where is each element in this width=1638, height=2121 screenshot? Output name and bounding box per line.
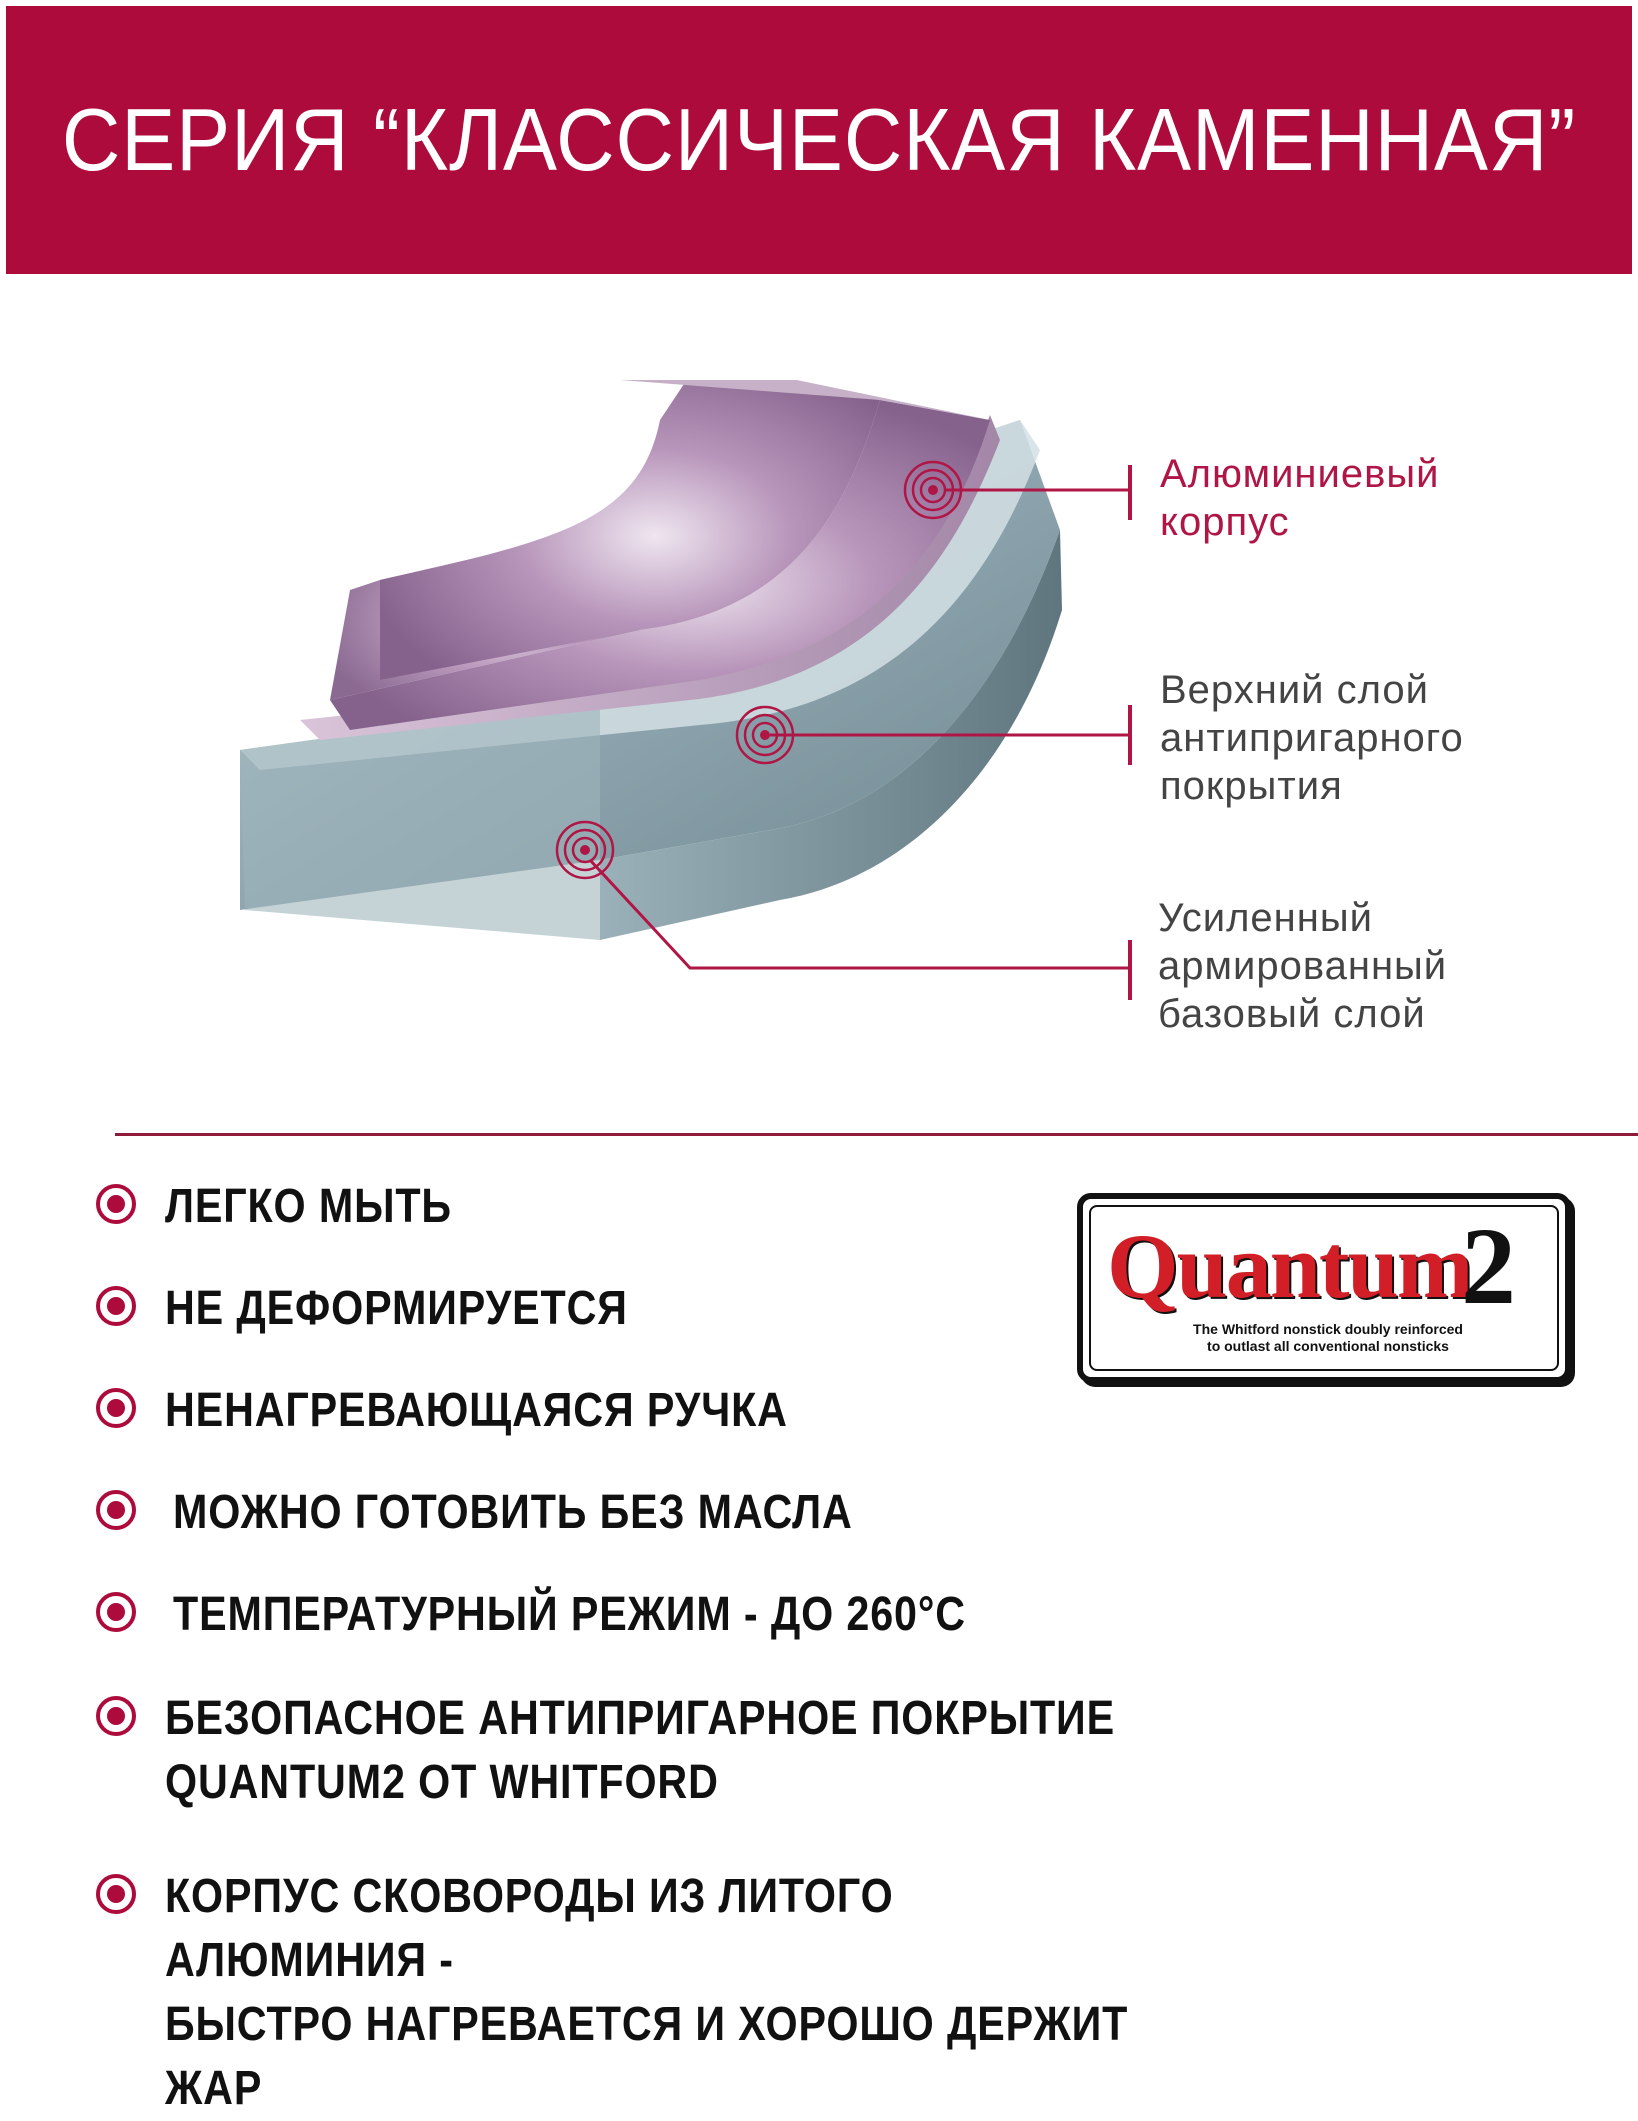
section-divider	[115, 1133, 1638, 1136]
target-icon	[95, 1285, 137, 1327]
ripple-marker-icon	[557, 822, 613, 878]
logo-word: Quantum	[1107, 1215, 1472, 1317]
feature-text: МОЖНО ГОТОВИТЬ БЕЗ МАСЛА	[173, 1486, 853, 1539]
feature-text: НЕ ДЕФОРМИРУЕТСЯ	[165, 1282, 628, 1335]
target-icon	[95, 1387, 137, 1429]
feature-text: БЕЗОПАСНОЕ АНТИПРИГАРНОЕ ПОКРЫТИЕ QUANTUM2 ОТ WHITFORD	[165, 1692, 1115, 1809]
target-icon	[95, 1489, 137, 1531]
target-icon	[95, 1695, 137, 1737]
callout-base-layer: Усиленный армированный базовый слой	[1158, 896, 1448, 1036]
target-icon	[95, 1873, 137, 1915]
feature-text: ТЕМПЕРАТУРНЫЙ РЕЖИМ - ДО 260°С	[173, 1588, 966, 1641]
header-banner	[6, 6, 1632, 274]
page-title: СЕРИЯ “КЛАССИЧЕСКАЯ КАМЕННАЯ”	[61, 90, 1577, 189]
logo-tagline: The Whitford nonstick doubly reinforced to outlast all conventional nonsticks	[1193, 1321, 1463, 1354]
target-icon	[95, 1183, 137, 1225]
callout-aluminium-body: Алюминиевый корпус	[1160, 452, 1440, 544]
layer-diagram	[0, 380, 1638, 1080]
logo-number: 2	[1461, 1205, 1516, 1327]
target-icon	[95, 1591, 137, 1633]
feature-text: НЕНАГРЕВАЮЩАЯСЯ РУЧКА	[165, 1384, 788, 1437]
ripple-marker-icon	[905, 462, 961, 518]
quantum2-logo	[1077, 1193, 1571, 1383]
ripple-marker-icon	[737, 707, 793, 763]
feature-text: КОРПУС СКОВОРОДЫ ИЗ ЛИТОГО АЛЮМИНИЯ - БЫСТРО НАГРЕВАЕТСЯ И ХОРОШО ДЕРЖИТ ЖАР	[165, 1870, 1129, 2115]
feature-text: ЛЕГКО МЫТЬ	[165, 1180, 452, 1233]
callout-top-coating: Верхний слой антипригарного покрытия	[1160, 668, 1464, 808]
